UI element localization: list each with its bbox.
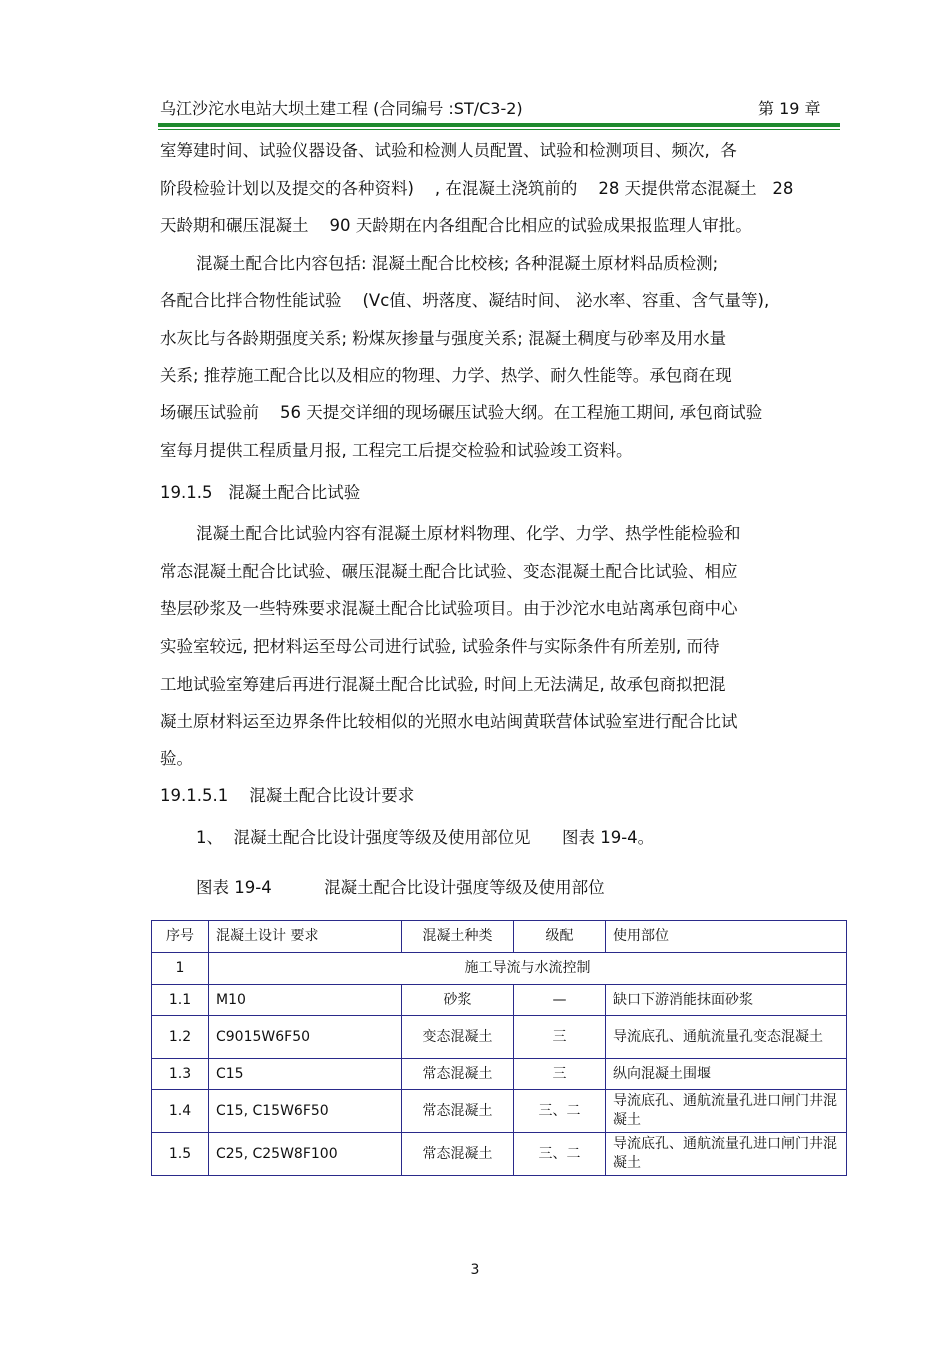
col-header-design: 混凝土设计 要求 xyxy=(209,921,402,953)
table-cell-location: 纵向混凝土围堰 xyxy=(606,1059,847,1090)
table-cell-location: 缺口下游消能抹面砂浆 xyxy=(606,985,847,1016)
table-cell-no: 1 xyxy=(152,953,209,985)
table-group-label: 施工导流与水流控制 xyxy=(209,953,847,985)
table-cell-type: 变态混凝土 xyxy=(402,1016,514,1059)
table-cell-grade: — xyxy=(514,985,606,1016)
col-header-no: 序号 xyxy=(152,921,209,953)
col-header-grade: 级配 xyxy=(514,921,606,953)
table-cell-design: C25, C25W8F100 xyxy=(209,1133,402,1176)
table-cell-design: C15, C15W6F50 xyxy=(209,1090,402,1133)
table-row xyxy=(152,1016,847,1059)
page-number: 3 xyxy=(470,1262,480,1278)
para3-line: 工地试验室筹建后再进行混凝土配合比试验, 时间上无法满足, 故承包商拟把混 xyxy=(160,675,726,694)
list-item-1: 1、 混凝土配合比设计强度等级及使用部位见 图表 19-4。 xyxy=(196,828,655,847)
header-chapter: 第 19 章 xyxy=(758,99,821,118)
para1-line: 阶段检验计划以及提交的各种资料) , 在混凝土浇筑前的 28 天提供常态混凝土 28 xyxy=(160,179,794,198)
table-cell-location: 导流底孔、通航流量孔进口闸门井混凝土 xyxy=(606,1090,847,1133)
col-header-location: 使用部位 xyxy=(606,921,847,953)
table-cell-no: 1.1 xyxy=(152,985,209,1016)
para3-line: 验。 xyxy=(160,749,193,768)
table-cell-no: 1.3 xyxy=(152,1059,209,1090)
col-header-type: 混凝土种类 xyxy=(402,921,514,953)
mix-design-table xyxy=(151,920,847,1176)
para2-line: 各配合比拌合物性能试验 (Vc值、坍落度、凝结时间、 泌水率、容重、含气量等), xyxy=(160,291,770,310)
table-cell-grade: 三 xyxy=(514,1016,606,1059)
header-rule-thick xyxy=(158,123,840,127)
table-row xyxy=(152,1090,847,1133)
para2-line: 关系; 推荐施工配合比以及相应的物理、力学、热学、耐久性能等。承包商在现 xyxy=(160,366,732,385)
section-heading-19-1-5: 19.1.5 混凝土配合比试验 xyxy=(160,483,361,502)
table-caption: 图表 19-4 混凝土配合比设计强度等级及使用部位 xyxy=(196,878,605,897)
table-cell-design: C15 xyxy=(209,1059,402,1090)
table-group-row xyxy=(152,953,847,985)
table-cell-type: 常态混凝土 xyxy=(402,1090,514,1133)
section-heading-19-1-5-1: 19.1.5.1 混凝土配合比设计要求 xyxy=(160,786,415,805)
para2-line: 水灰比与各龄期强度关系; 粉煤灰掺量与强度关系; 混凝土稠度与砂率及用水量 xyxy=(160,329,727,348)
para1-line: 天龄期和碾压混凝土 90 天龄期在内各组配合比相应的试验成果报监理人审批。 xyxy=(160,216,752,235)
table-cell-location: 导流底孔、通航流量孔变态混凝土 xyxy=(606,1016,847,1059)
para3-line: 凝土原材料运至边界条件比较相似的光照水电站闽黄联营体试验室进行配合比试 xyxy=(160,712,738,731)
para3-line: 实验室较远, 把材料运至母公司进行试验, 试验条件与实际条件有所差别, 而待 xyxy=(160,637,720,656)
para3-line: 垫层砂浆及一些特殊要求混凝土配合比试验项目。由于沙沱水电站离承包商中心 xyxy=(160,599,738,618)
para2-line: 混凝土配合比内容包括: 混凝土配合比校核; 各种混凝土原材料品质检测; xyxy=(196,254,719,273)
para2-line: 场碾压试验前 56 天提交详细的现场碾压试验大纲。在工程施工期间, 承包商试验 xyxy=(160,403,763,422)
table-cell-grade: 三、二 xyxy=(514,1090,606,1133)
para2-line: 室每月提供工程质量月报, 工程完工后提交检验和试验竣工资料。 xyxy=(160,441,633,460)
table-cell-grade: 三、二 xyxy=(514,1133,606,1176)
table-row xyxy=(152,985,847,1016)
table-cell-type: 常态混凝土 xyxy=(402,1059,514,1090)
para1-line: 室筹建时间、试验仪器设备、试验和检测人员配置、试验和检测项目、频次, 各 xyxy=(160,141,737,160)
para3-line: 混凝土配合比试验内容有混凝土原材料物理、化学、力学、热学性能检验和 xyxy=(196,524,741,543)
table-cell-design: M10 xyxy=(209,985,402,1016)
para3-line: 常态混凝土配合比试验、碾压混凝土配合比试验、变态混凝土配合比试验、相应 xyxy=(160,562,738,581)
table-row xyxy=(152,1133,847,1176)
table-cell-no: 1.4 xyxy=(152,1090,209,1133)
table-cell-no: 1.2 xyxy=(152,1016,209,1059)
table-cell-type: 常态混凝土 xyxy=(402,1133,514,1176)
table-header-row xyxy=(152,921,847,953)
table-cell-grade: 三 xyxy=(514,1059,606,1090)
table-cell-design: C9015W6F50 xyxy=(209,1016,402,1059)
header-rule-thin xyxy=(158,129,840,130)
table-cell-location: 导流底孔、通航流量孔进口闸门井混凝土 xyxy=(606,1133,847,1176)
table-cell-no: 1.5 xyxy=(152,1133,209,1176)
header-title: 乌江沙沱水电站大坝土建工程 (合同编号 :ST/C3-2) xyxy=(160,99,523,118)
table-row xyxy=(152,1059,847,1090)
table-cell-type: 砂浆 xyxy=(402,985,514,1016)
